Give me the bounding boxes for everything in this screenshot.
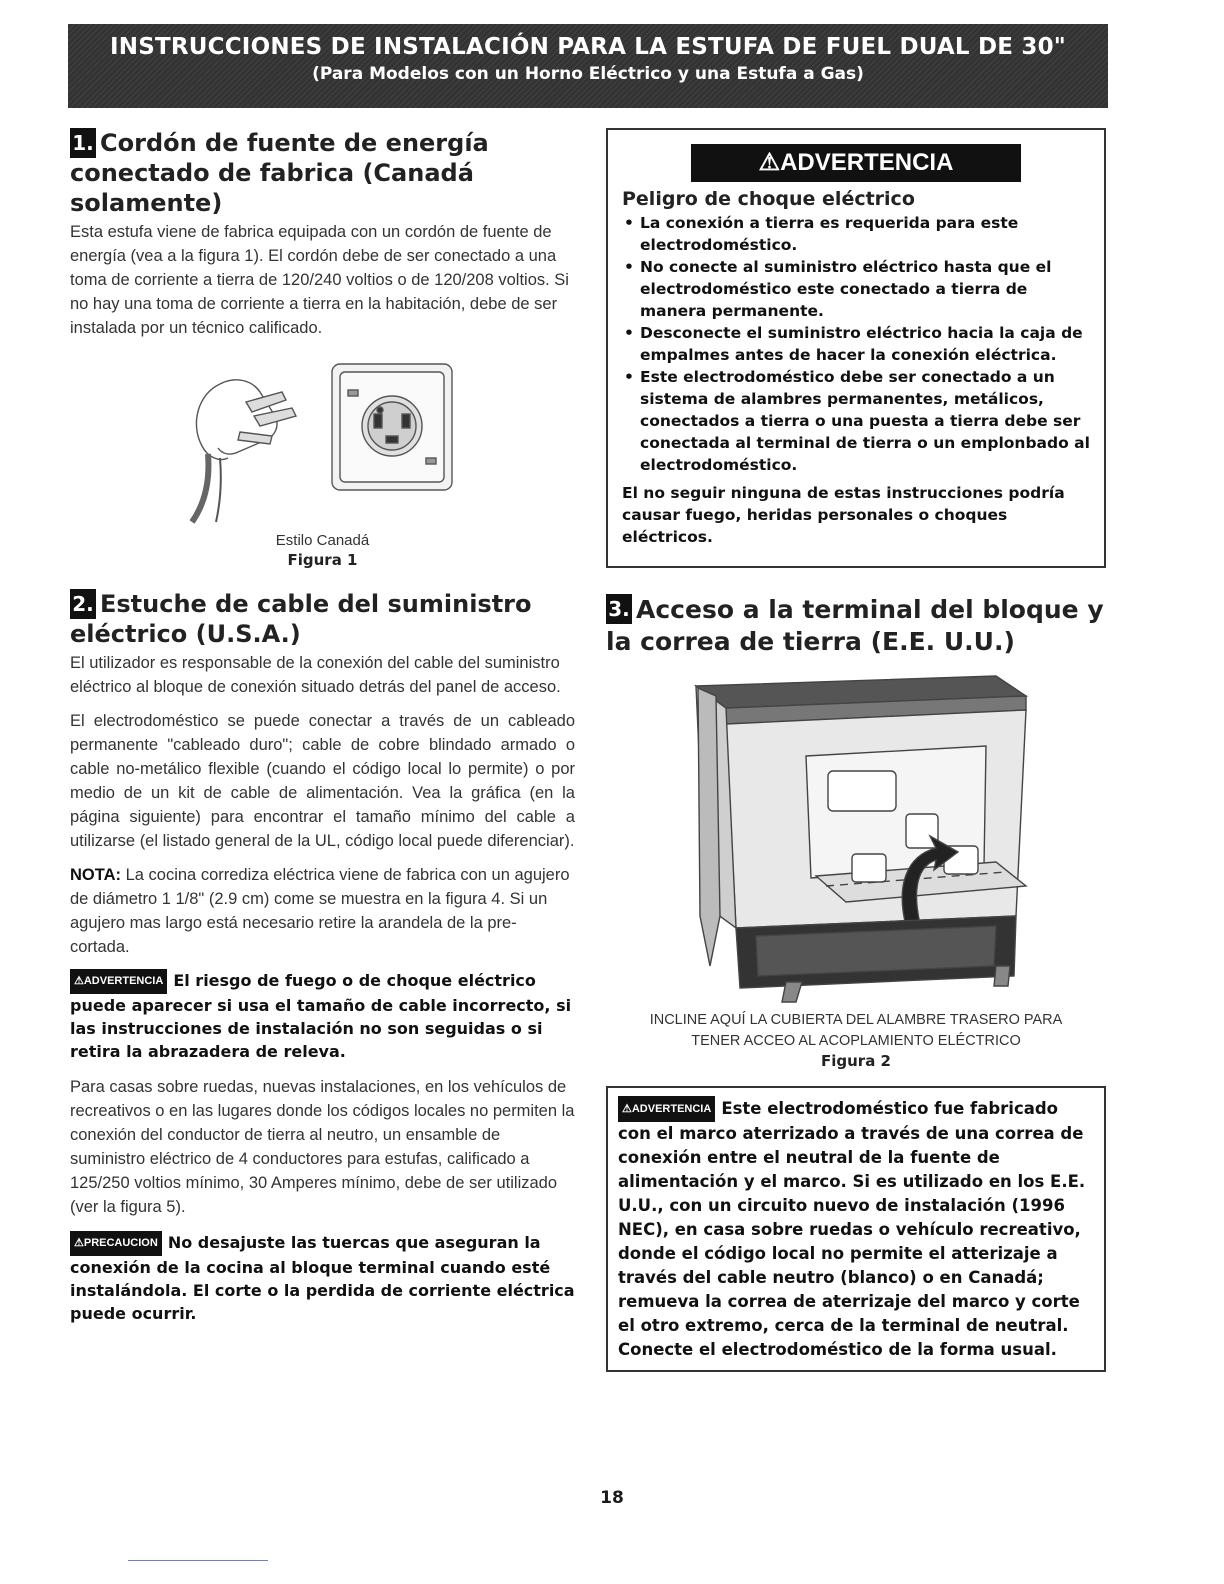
section-1 xyxy=(70,128,575,569)
section-3-number: 3. xyxy=(606,594,632,624)
section-1-number: 1. xyxy=(70,128,96,158)
grounding-warning-box xyxy=(606,1086,1106,1372)
section-1-body: Esta estufa viene de fabrica equipada con un cordón de fuente de energía (vea a la figura 1). El cordón debe de ser conectado a una toma de corriente a tierra de 120/240 voltios o de 120/208 voltios. Si no hay una toma de corriente a tierra en la habitación, debe de ser instalada por un técnico calificado. xyxy=(70,223,569,337)
warning-heading: ⚠ADVERTENCIA xyxy=(691,144,1021,182)
page-subtitle: (Para Modelos con un Horno Eléctrico y una Estufa a Gas) xyxy=(312,64,864,84)
power-cord-outlet-illustration xyxy=(70,354,575,524)
warning-bullets xyxy=(622,212,1090,476)
section-2-heading xyxy=(70,589,575,649)
section-1-title: Cordón de fuente de energía conectado de fabrica (Canadá solamente) xyxy=(70,129,489,217)
section-2-caution xyxy=(70,1231,575,1325)
warning-subheading: Peligro de choque eléctrico xyxy=(622,188,915,210)
warning-bullet: • No conecte al suministro eléctrico hasta que el electrodoméstico este conectado a tierra de manera permanente. xyxy=(624,258,1052,320)
warning-bullet: • Este electrodoméstico debe ser conectado a un sistema de alambres permanentes, metálicos, conectados a tierra o una puesta a tierra debe ser conectada al terminal de tierra o un emplonbado al electrodoméstico. xyxy=(624,368,1090,474)
section-2 xyxy=(70,589,575,1325)
warning-footer: El no seguir ninguna de estas instrucciones podría causar fuego, heridas personales o choques eléctricos. xyxy=(622,484,1065,546)
section-2-warning xyxy=(70,969,575,1063)
section-2-warning-text: El riesgo de fuego o de choque eléctrico puede aparecer si usa el tamaño de cable incorrecto, si las instrucciones de instalación no son seguidas o si retira la abrazadera de releva. xyxy=(70,971,572,1061)
page-title: INSTRUCCIONES DE INSTALACIÓN PARA LA ESTUFA DE FUEL DUAL DE 30" xyxy=(110,34,1066,60)
figure-2-caption-line-1: INCLINE AQUÍ LA CUBIERTA DEL ALAMBRE TRASERO PARA xyxy=(649,1012,1063,1028)
grounding-warning-text: Este electrodoméstico fue fabricado con el marco aterrizado a través de una correa de conexión entre el neutral de la fuente de alimentación y el marco. Si es utilizado en los E.E. U.U., con un circuito nuevo de instalación (1996 NEC), en casa sobre ruedas o vehículo recreativo, donde el código local no permite el atterizaje a través del cable neutro (blanco) o en Canadá; remueva la correa de aterrizaje del marco y corte el otro extremo, cerca de la terminal de neutral. Conecte el electrodoméstico de la forma usual. xyxy=(618,1099,1086,1359)
warning-bullet: • La conexión a tierra es requerida para este electrodoméstico. xyxy=(624,214,1019,254)
section-3-title: Acceso a la terminal del bloque y la correa de tierra (E.E. U.U.) xyxy=(606,595,1104,656)
page-number: 18 xyxy=(600,1488,624,1508)
section-2-caution-text: No desajuste las tuercas que aseguran la conexión de la cocina al bloque terminal cuando esté instalándola. El corte o la perdida de corriente eléctrica puede ocurrir. xyxy=(70,1233,575,1323)
shock-warning-box xyxy=(606,128,1106,568)
section-2-note xyxy=(70,863,575,959)
section-2-title: Estuche de cable del suministro eléctrico (U.S.A.) xyxy=(70,590,532,648)
header-banner xyxy=(68,24,1108,108)
grounding-warning xyxy=(618,1096,1094,1362)
section-2-para-2: El electrodoméstico se puede conectar a través de un cableado permanente "cableado duro"; cable de cobre blindado armado o cable no-metálico flexible (cuando el código local lo permite) o por medio de un kit de cable de alimentación. Vea la gráfica (en la página siguiente) para encontrar el tamaño mínimo del cable a utilizarse (el listado general de la UL, código local puede diferenciar). xyxy=(70,712,575,850)
section-3-heading xyxy=(606,594,1106,658)
note-label: NOTA: xyxy=(70,866,122,884)
section-3 xyxy=(606,594,1106,1070)
right-column xyxy=(606,128,1106,1372)
grounding-warning-badge: ⚠ADVERTENCIA xyxy=(618,1096,715,1122)
figure-2-label: Figura 2 xyxy=(821,1052,891,1070)
section-2-para-3: Para casas sobre ruedas, nuevas instalaciones, en los vehículos de recreativos o en las lugares donde los códigos locales no permiten la conexión del conductor de tierra al neutro, un ensamble de suministro eléctrico de 4 conductores para estufas, calificado a 125/250 voltios mínimo, 30 Amperes mínimo, debe de ser utilizado (ver la figura 5). xyxy=(70,1078,575,1216)
left-column xyxy=(70,128,575,1325)
warning-badge: ⚠ADVERTENCIA xyxy=(70,969,167,994)
section-2-para-1: El utilizador es responsable de la conexión del cable del suministro eléctrico al bloque de conexión situado detrás del panel de acceso. xyxy=(70,654,561,696)
figure-1-caption: Estilo Canadá xyxy=(275,532,370,549)
section-1-heading xyxy=(70,128,575,218)
section-2-number: 2. xyxy=(70,589,96,619)
figure-2-caption-line-2: TENER ACCEO AL ACOPLAMIENTO ELÉCTRICO xyxy=(691,1033,1021,1049)
range-rear-illustration xyxy=(606,666,1106,1006)
note-text: La cocina corrediza eléctrica viene de fabrica con un agujero de diámetro 1 1/8" (2.9 cm) come se muestra en la figura 4. Si un agujero mas largo está necesario retire la arandela de la pre-cortada. xyxy=(70,866,570,956)
figure-1-label: Figura 1 xyxy=(287,551,358,569)
figure-1 xyxy=(70,354,575,524)
warning-bullet: • Desconecte el suministro eléctrico hacia la caja de empalmes antes de hacer la conexión eléctrica. xyxy=(624,324,1083,364)
figure-2 xyxy=(606,666,1106,1006)
footer-rule xyxy=(128,1560,268,1561)
caution-badge: ⚠PRECAUCION xyxy=(70,1231,162,1256)
